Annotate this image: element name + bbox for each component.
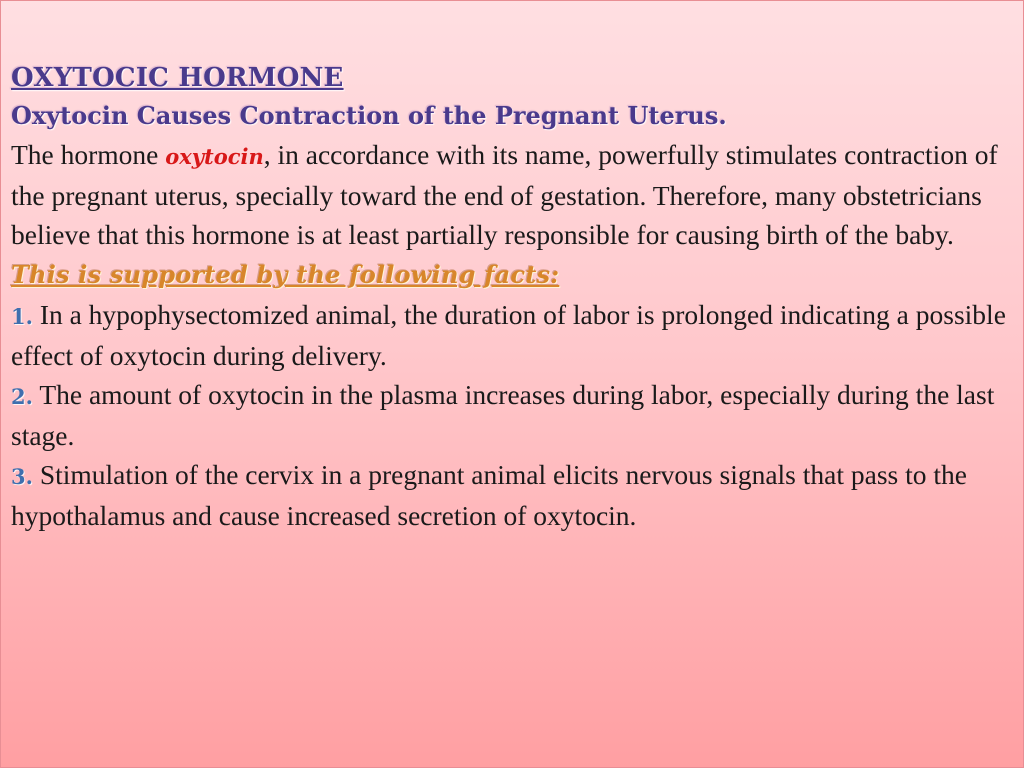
slide-subtitle: Oxytocin Causes Contraction of the Pregnant Uterus. bbox=[11, 101, 727, 130]
fact-text-1: In a hypophysectomized animal, the duration of labor is prolonged indicating a possible effect of oxytocin during delivery. bbox=[11, 299, 1006, 371]
fact-number-2: 2. bbox=[11, 384, 33, 409]
title-line bbox=[11, 57, 1015, 97]
intro-paragraph bbox=[11, 135, 1015, 254]
oxytocin-highlight: oxytocin bbox=[165, 144, 264, 169]
facts-heading-line bbox=[11, 254, 1015, 295]
intro-text-before: The hormone bbox=[11, 139, 166, 170]
fact-text-3: Stimulation of the cervix in a pregnant animal elicits nervous signals that pass to the hypothalamus and cause increased secretion of oxytocin. bbox=[11, 459, 967, 531]
facts-heading: This is supported by the following facts: bbox=[11, 260, 560, 289]
fact-item-1 bbox=[11, 295, 1015, 375]
intro-text-after: , in accordance with its name, powerfully stimulates contraction of the pregnant uterus, specially toward the end of gestation. Therefore, many obstetricians believe that this hormone is at least partially responsible for causing birth of the baby. bbox=[11, 139, 998, 250]
fact-text-2: The amount of oxytocin in the plasma increases during labor, especially during the last stage. bbox=[11, 379, 995, 451]
fact-item-3 bbox=[11, 455, 1015, 535]
fact-number-3: 3. bbox=[11, 464, 33, 489]
slide-content bbox=[11, 57, 1015, 535]
fact-number-1: 1. bbox=[11, 304, 33, 329]
slide-title: OXYTOCIC HORMONE bbox=[11, 63, 344, 93]
fact-item-2 bbox=[11, 375, 1015, 455]
